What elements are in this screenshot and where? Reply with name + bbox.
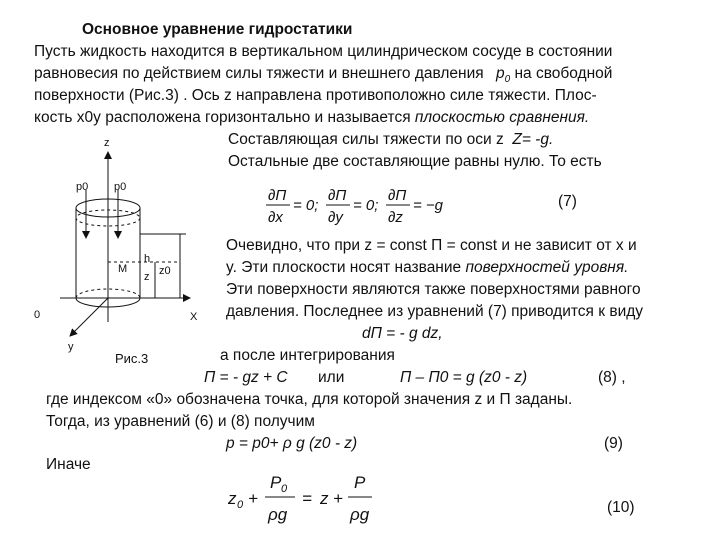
svg-text:∂z: ∂z	[388, 209, 403, 226]
equation-number: (8) ,	[598, 369, 626, 386]
paragraph-line: Тогда, из уравнений (6) и (8) получим	[46, 413, 315, 430]
paragraph-line: давления. Последнее из уравнений (7) приводится к виду	[226, 303, 644, 320]
p0-left-label: p0	[76, 181, 89, 193]
z0-label: z0	[159, 265, 171, 277]
svg-text:+: +	[333, 489, 343, 508]
paragraph-line: кость x0y расположена горизонтально и называется плоскостью сравнения.	[34, 109, 590, 126]
paragraph-line: где индексом «0» обозначена точка, для которой значения z и П заданы.	[46, 391, 573, 408]
equation-8a: П = - gz + С	[204, 369, 288, 386]
figure-caption: Рис.3	[115, 351, 149, 366]
equation-8-or: или	[318, 369, 345, 386]
svg-text:z: z	[228, 489, 237, 508]
equation-number: (10)	[607, 499, 635, 516]
svg-text:=: =	[302, 489, 312, 508]
cylinder-bottom-front	[76, 298, 140, 307]
z-small-label: z	[144, 271, 150, 283]
svg-text:0: 0	[237, 499, 244, 511]
svg-text:∂y: ∂y	[328, 209, 343, 226]
paragraph-line: равновесия по действием силы тяжести и внешнего давления $p_0$ на свободной	[34, 65, 613, 86]
svg-text:z: z	[320, 489, 329, 508]
equation-8b: П – П0 = g (z0 - z)	[400, 369, 528, 386]
y-axis	[70, 298, 108, 336]
point-m-label: M	[118, 263, 128, 275]
equation-number: (9)	[604, 435, 623, 452]
svg-text:∂П: ∂П	[268, 187, 287, 204]
svg-text:ρg: ρg	[350, 505, 370, 524]
svg-text:= −g: = −g	[413, 197, 444, 214]
paragraph-line: Пусть жидкость находится в вертикальном цилиндрическом сосуде в состоянии	[34, 43, 613, 60]
svg-text:∂x: ∂x	[268, 209, 283, 226]
free-surface	[76, 210, 140, 226]
paragraph-line: Иначе	[46, 456, 91, 473]
paragraph-line: Остальные две составляющие равны нулю. То есть	[228, 153, 602, 170]
paragraph-line: а после интегрирования	[220, 347, 395, 364]
z-axis-label: z	[104, 137, 110, 149]
paragraph-line: y. Эти плоскости носят название поверхностей уровня.	[226, 259, 629, 276]
svg-text:ρg: ρg	[268, 505, 288, 524]
svg-text:+: +	[248, 489, 258, 508]
cylinder-bottom-back	[76, 289, 140, 298]
y-axis-label: y	[68, 341, 74, 353]
paragraph-line: Эти поверхности являются также поверхностями равного	[226, 281, 641, 298]
svg-text:∂П: ∂П	[388, 187, 407, 204]
svg-text:∂П: ∂П	[328, 187, 347, 204]
svg-text:= 0;: = 0;	[293, 197, 319, 214]
svg-text:P: P	[354, 473, 366, 492]
p0-right-label: p0	[114, 181, 127, 193]
paragraph-line: Очевидно, что при z = const П = const и не зависит от x и	[226, 237, 637, 254]
svg-text:P: P	[270, 473, 282, 492]
paragraph-line: поверхности (Рис.3) . Ось z направлена противоположно силе тяжести. Плос-	[34, 87, 597, 104]
equation-number: (7)	[558, 193, 577, 210]
equation-dP: dП = - g dz,	[362, 325, 443, 342]
equation-9: p = p0+ ρ g (z0 - z)	[226, 435, 358, 452]
svg-text:= 0;: = 0;	[353, 197, 379, 214]
page-title: Основное уравнение гидростатики	[82, 21, 353, 38]
svg-text:0: 0	[281, 483, 288, 495]
cylinder-top	[76, 199, 140, 217]
paragraph-line: Составляющая силы тяжести по оси z Z= -g.	[228, 131, 554, 148]
origin-label: 0	[34, 309, 41, 321]
x-axis-label: X	[190, 311, 198, 323]
h-label: h	[144, 253, 151, 265]
